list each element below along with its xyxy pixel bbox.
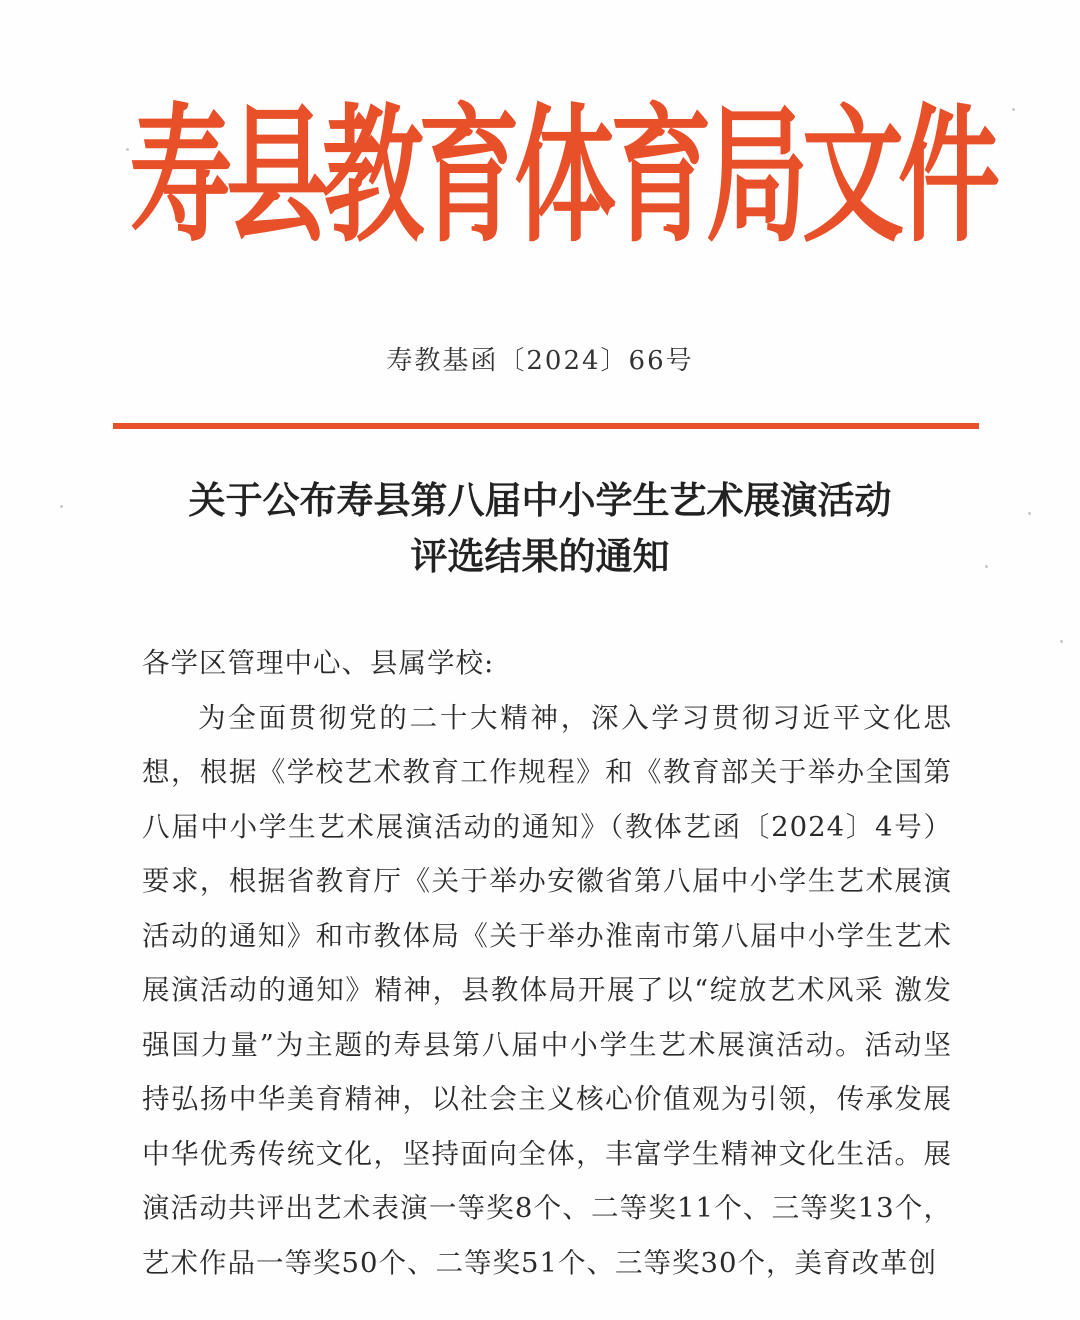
scan-speck bbox=[60, 505, 63, 508]
notice-title-line-1: 关于公布寿县第八届中小学生艺术展演活动 bbox=[188, 478, 892, 522]
document-number: 寿教基函〔2024〕66号 bbox=[386, 346, 694, 376]
scan-speck bbox=[1012, 108, 1015, 111]
notice-title-line-2: 评选结果的通知 bbox=[410, 534, 670, 578]
scan-speck bbox=[126, 148, 129, 151]
notice-body bbox=[142, 636, 952, 1290]
issuing-authority-title: 寿县教育体育局文件 bbox=[130, 91, 994, 264]
scan-speck bbox=[985, 565, 988, 568]
red-divider-line bbox=[113, 423, 979, 429]
body-paragraph: 为全面贯彻党的二十大精神，深入学习贯彻习近平文化思想，根据《学校艺术教育工作规程》和《教育部关于举办全国第八届中小学生艺术展演活动的通知》（教体艺函〔2024〕4号）要求，根据省教育厅《关于举办安徽省第八届中小学生艺术展演活动的通知》和市教体局《关于举办淮南市第八届中小学生艺术展演活动的通知》精神，县教体局开展了以“绽放艺术风采 激发强国力量”为主题的寿县第八届中小学生艺术展演活动。活动坚持弘扬中华美育精神，以社会主义核心价值观为引领，传承发展中华优秀传统文化，坚持面向全体，丰富学生精神文化生活。展演活动共评出艺术表演一等奖8个、二等奖11个、三等奖13个，艺术作品一等奖50个、二等奖51个、三等奖30个，美育改革创 bbox=[142, 701, 952, 1279]
salutation: 各学区管理中心、县属学校: bbox=[142, 647, 495, 679]
scan-speck bbox=[1028, 512, 1031, 515]
notice-title bbox=[0, 472, 1080, 584]
scan-speck bbox=[1060, 640, 1063, 643]
